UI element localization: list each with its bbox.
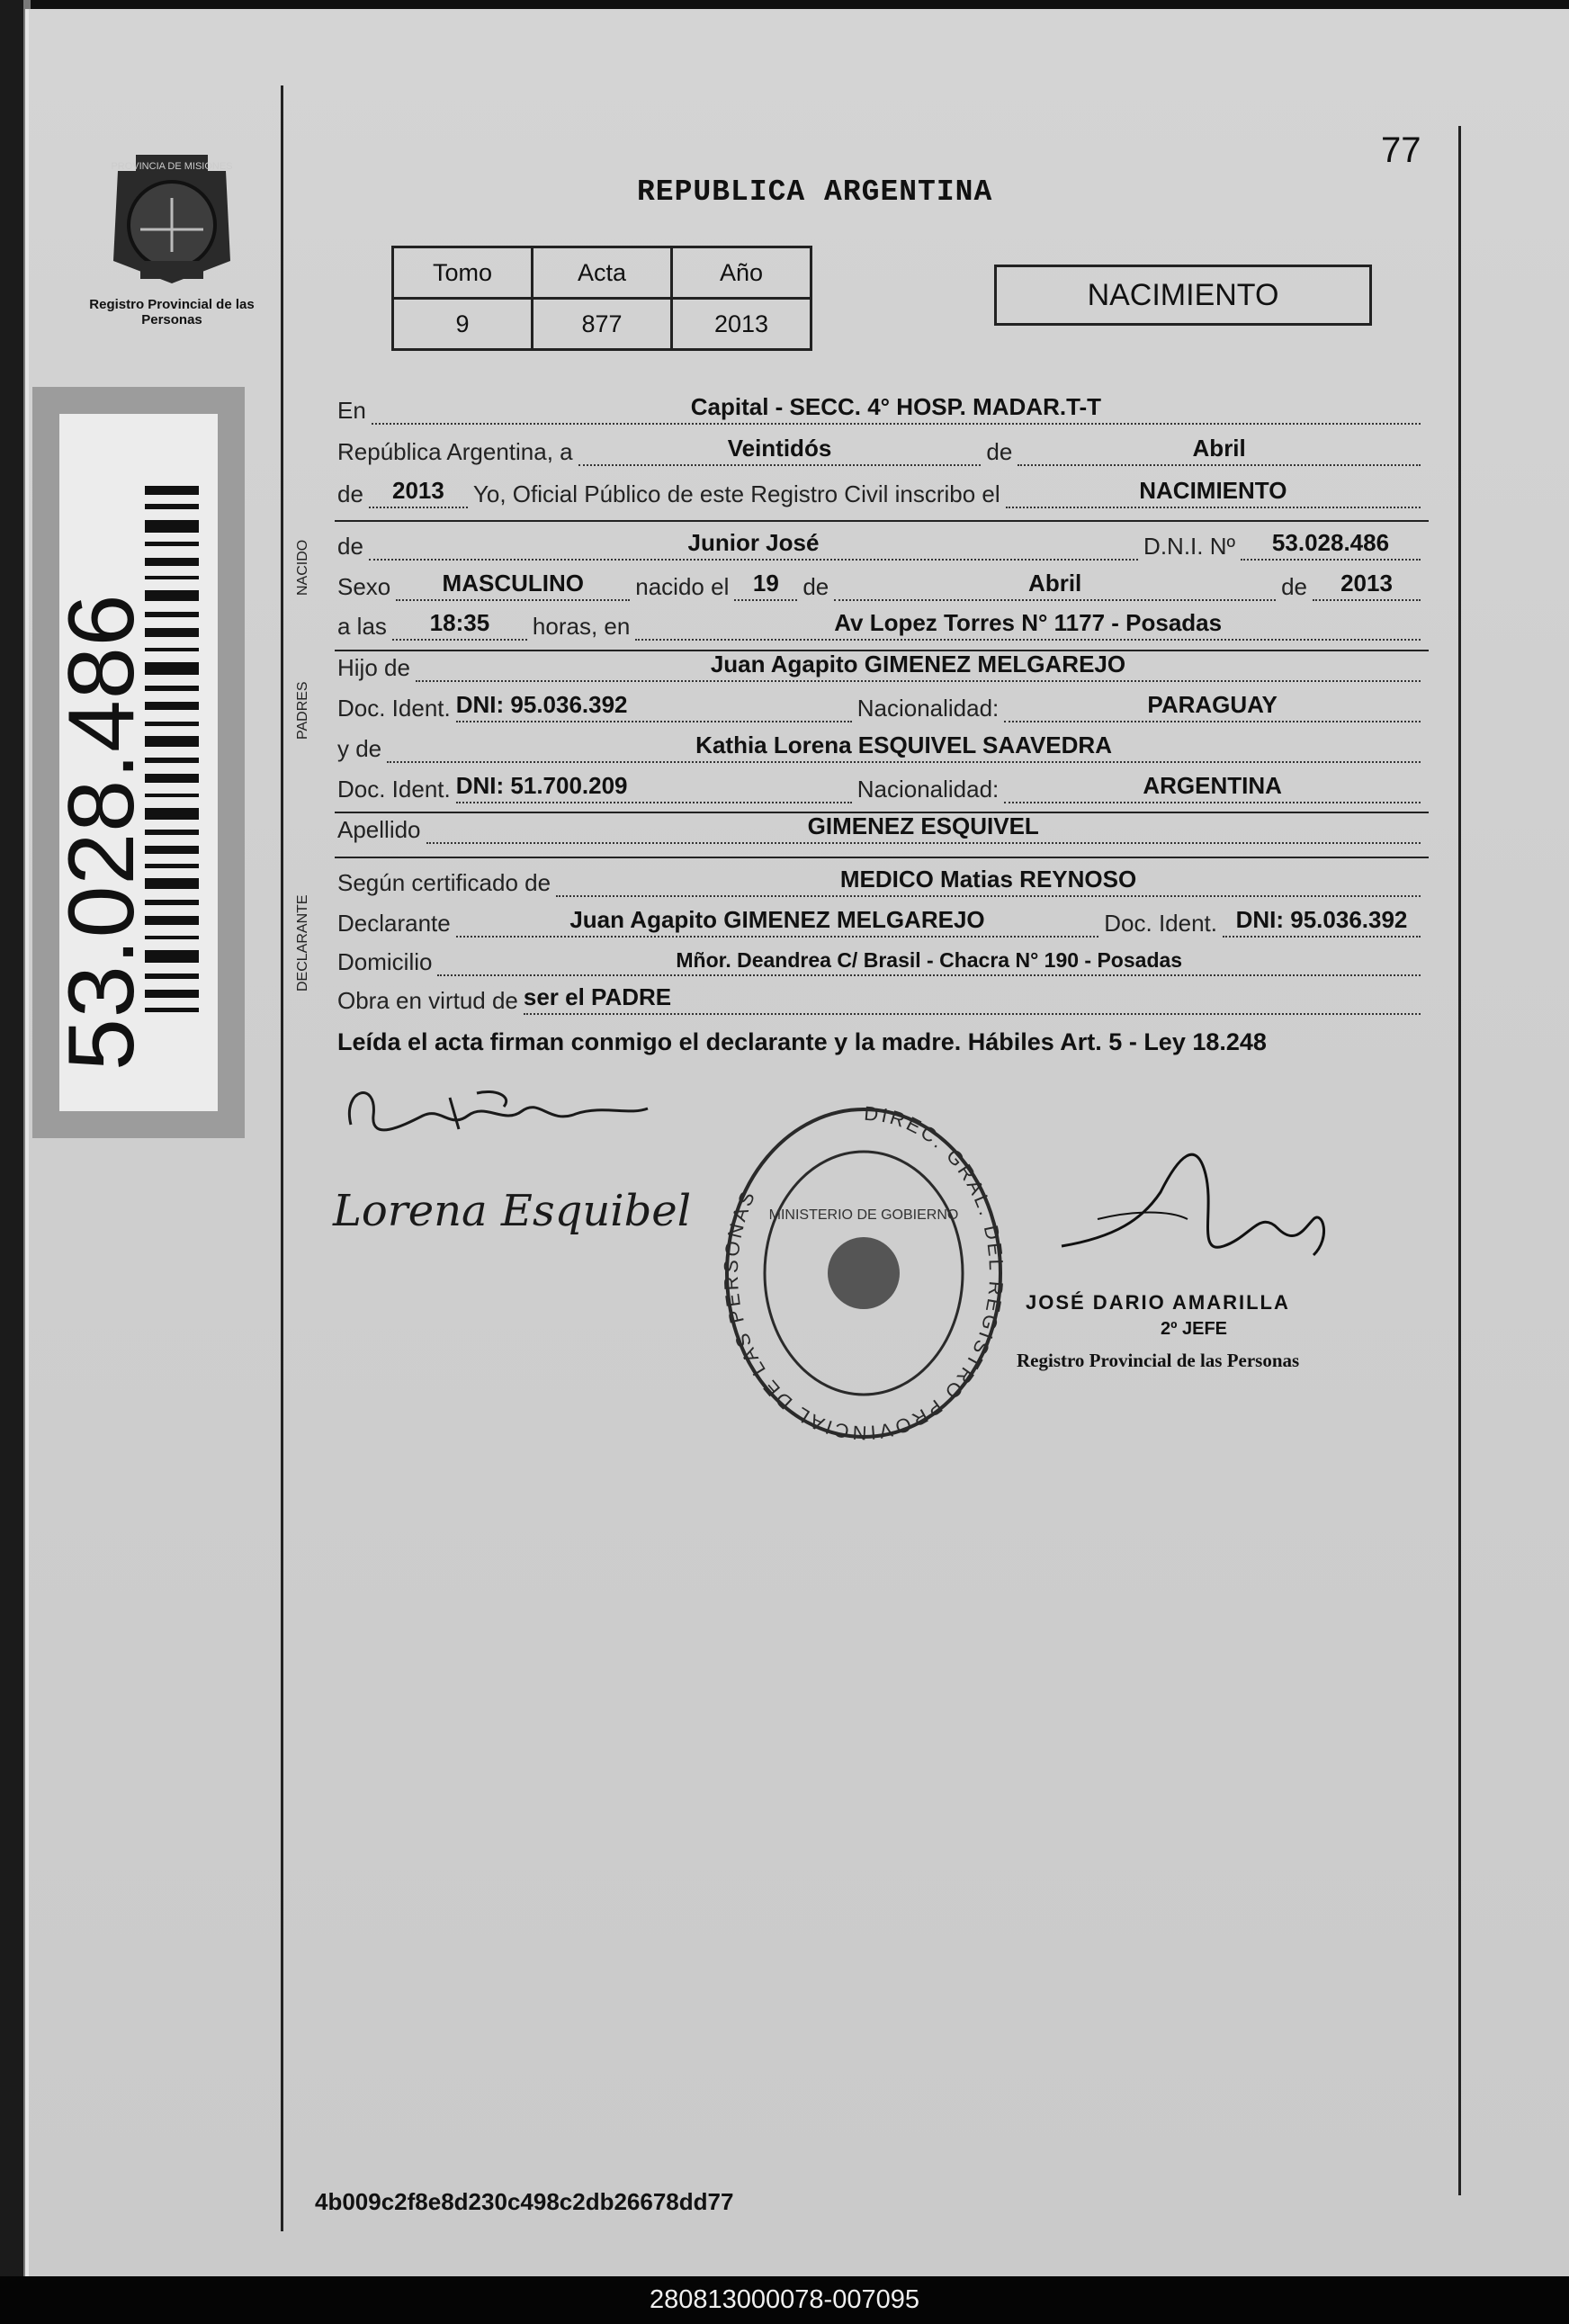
father-doc: DNI: 95.036.392 (456, 691, 852, 722)
mother-name: Kathia Lorena ESQUIVEL SAAVEDRA (387, 731, 1421, 763)
birth-de-label: de (802, 573, 829, 600)
declarant-signature (324, 1062, 666, 1161)
row-hijo-de (337, 646, 1426, 682)
apellido-label: Apellido (337, 816, 421, 843)
mother-nationality: ARGENTINA (1004, 772, 1421, 803)
intro-month: Abril (1018, 435, 1421, 466)
obra-value: ser el PADRE (524, 983, 1421, 1015)
row-obra (337, 979, 1426, 1015)
ref-header-acta: Acta (533, 247, 672, 299)
intro-year: 2013 (369, 477, 468, 508)
mother-doc-label: Doc. Ident. (337, 776, 451, 803)
de-label: de (986, 438, 1013, 465)
row-father-doc (337, 686, 1426, 722)
father-nationality: PARAGUAY (1004, 691, 1421, 722)
document-hash: 4b009c2f8e8d230c498c2db26678dd77 (315, 2188, 734, 2215)
nacido-el-label: nacido el (635, 573, 730, 600)
a-las-label: a las (337, 613, 387, 640)
row-declarante (337, 902, 1426, 938)
row-en (337, 389, 1426, 425)
row-domicilio (337, 940, 1426, 976)
en-label: En (337, 397, 366, 424)
declarante-doc-label: Doc. Ident. (1104, 910, 1217, 937)
row-apellido (337, 808, 1426, 844)
father-name: Juan Agapito GIMENEZ MELGAREJO (416, 651, 1421, 682)
horas-label: horas, en (532, 613, 631, 640)
official-stamp (711, 1093, 1017, 1453)
row-sexo (337, 565, 1426, 601)
binding-gutter (0, 0, 23, 2276)
child-sexo: MASCULINO (396, 570, 630, 601)
mother-signature: Lorena Esquibel (333, 1186, 692, 1236)
mother-doc: DNI: 51.700.209 (456, 772, 852, 803)
margin-line-right (1458, 126, 1461, 2195)
record-type-box: NACIMIENTO (994, 265, 1372, 326)
misiones-seal-icon (86, 135, 257, 292)
section-divider-nacido (335, 520, 1429, 522)
declarante-name: Juan Agapito GIMENEZ MELGAREJO (456, 906, 1099, 938)
ref-header-ano: Año (672, 247, 811, 299)
oficial-text: Yo, Oficial Público de este Registro Civil inscribo el (472, 480, 1000, 507)
row-y-de (337, 727, 1426, 763)
row-hora (337, 605, 1426, 641)
republic-label: República Argentina, a (337, 438, 573, 465)
ref-value-acta: 877 (533, 299, 672, 350)
country-title: REPUBLICA ARGENTINA (637, 175, 993, 209)
dni-label: D.N.I. Nº (1143, 533, 1235, 560)
declarante-label: Declarante (337, 910, 451, 937)
birth-de-label-2: de (1281, 573, 1307, 600)
day-words: Veintidós (578, 435, 982, 466)
declarante-doc: DNI: 95.036.392 (1223, 906, 1421, 938)
svg-text:MINISTERIO DE GOBIERNO: MINISTERIO DE GOBIERNO (768, 1207, 959, 1223)
obra-label: Obra en virtud de (337, 987, 518, 1014)
en-value: Capital - SECC. 4° HOSP. MADAR.T-T (372, 393, 1421, 425)
label-padres: PADRES (295, 681, 310, 740)
official-office: Registro Provincial de las Personas (1017, 1350, 1300, 1371)
domicilio-label: Domicilio (337, 948, 433, 975)
side-dni-number: 53.028.486 (49, 593, 154, 1071)
section-divider-declarante (335, 857, 1429, 858)
father-nat-label: Nacionalidad: (856, 695, 1000, 722)
child-name: Junior José (369, 529, 1138, 561)
official-signature (1044, 1120, 1340, 1291)
registry-logo (86, 135, 257, 328)
stamp-emblem-icon (828, 1237, 900, 1309)
sexo-label: Sexo (337, 573, 391, 600)
official-name: JOSÉ DARIO AMARILLA (1026, 1291, 1290, 1314)
row-republica (337, 430, 1426, 466)
nacido-de-label: de (337, 533, 363, 560)
label-declarante: DECLARANTE (295, 894, 310, 992)
ref-header-tomo: Tomo (393, 247, 533, 299)
row-mother-doc (337, 767, 1426, 803)
row-nombre (337, 525, 1426, 561)
inscribo-value: NACIMIENTO (1006, 477, 1421, 508)
hijo-de-label: Hijo de (337, 654, 410, 681)
apellido-value: GIMENEZ ESQUIVEL (426, 812, 1421, 844)
domicilio-value: Mñor. Deandrea C/ Brasil - Chacra N° 190 - Posadas (437, 948, 1421, 976)
cert-value: MEDICO Matias REYNOSO (556, 866, 1421, 897)
child-dni: 53.028.486 (1241, 529, 1421, 561)
ref-value-ano: 2013 (672, 299, 811, 350)
svg-text:PROVINCIA DE MISIONES: PROVINCIA DE MISIONES (111, 161, 233, 172)
y-de-label: y de (337, 735, 382, 762)
margin-line-left (281, 85, 283, 2231)
footer-id: 280813000078-007095 (0, 2276, 1569, 2324)
dni-barcode-strip (32, 387, 245, 1138)
svg-text:DIREC. GRAL. DEL REGISTRO PROV: DIREC. GRAL. DEL REGISTRO PROVINCIAL DE LAS PERSONAS (719, 1101, 1009, 1445)
label-nacido: NACIDO (295, 539, 310, 596)
de-label-2: de (337, 480, 363, 507)
ref-value-tomo: 9 (393, 299, 533, 350)
birth-time: 18:35 (392, 609, 527, 641)
registry-logo-label: Registro Provincial de las Personas (89, 297, 255, 328)
cert-label: Según certificado de (337, 869, 551, 896)
row-oficial (337, 472, 1426, 508)
closing-text: Leída el acta firman conmigo el declarante y la madre. Hábiles Art. 5 - Ley 18.248 (337, 1028, 1267, 1055)
reference-table (391, 246, 812, 351)
official-role: 2º JEFE (1161, 1319, 1228, 1339)
birth-day: 19 (734, 570, 797, 601)
mother-nat-label: Nacionalidad: (856, 776, 1000, 803)
page-number: 77 (1381, 130, 1421, 170)
father-doc-label: Doc. Ident. (337, 695, 451, 722)
birth-month: Abril (834, 570, 1276, 601)
birth-year: 2013 (1313, 570, 1421, 601)
birth-place: Av Lopez Torres N° 1177 - Posadas (635, 609, 1421, 641)
row-certificado (337, 861, 1426, 897)
